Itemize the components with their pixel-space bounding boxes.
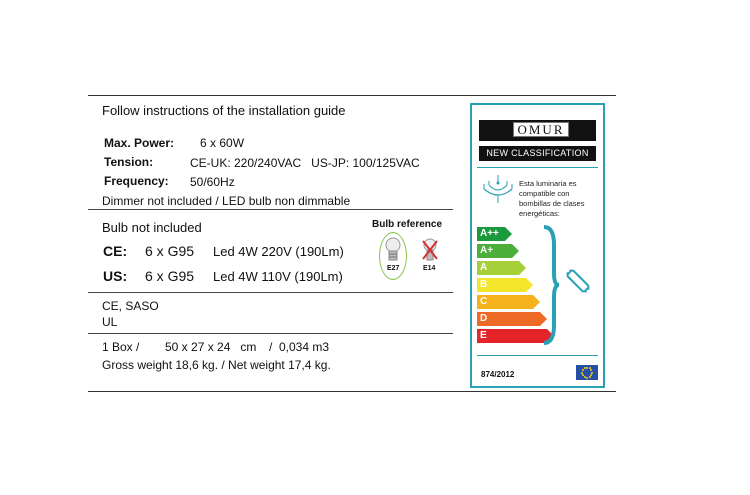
energy-class-label: B [480, 279, 488, 290]
ce-bulb-qty: 6 x G95 [145, 243, 195, 259]
eu-star [586, 367, 588, 369]
weight-info: Gross weight 18,6 kg. / Net weight 17,4 kg. [102, 358, 331, 372]
chandelier-icon [481, 175, 515, 205]
brace-icon [542, 225, 560, 345]
divider-top [477, 167, 598, 168]
bottom-rule [88, 391, 616, 392]
eu-star [589, 376, 591, 378]
dimmer-note: Dimmer not included / LED bulb non dimmable [102, 194, 351, 208]
cert-line-1: CE, SASO [102, 299, 159, 313]
us-bulb-spec: Led 4W 110V (190Lm) [213, 269, 343, 284]
regulation-number: 874/2012 [481, 370, 515, 379]
rule-under-cert [88, 333, 453, 334]
energy-class-label: A [480, 262, 488, 273]
energy-class-label: E [480, 330, 487, 341]
cert-line-2: UL [102, 315, 118, 329]
brand-banner [479, 120, 596, 141]
rule-under-bulbs [88, 292, 453, 293]
divider-bottom [477, 355, 598, 356]
ce-bulb-spec: Led 4W 220V (190Lm) [213, 244, 344, 259]
box-volume: / 0,034 m3 [269, 340, 330, 354]
box-count: 1 Box / [102, 340, 140, 354]
led-tube-icon [562, 265, 594, 297]
box-dimensions: 50 x 27 x 24 cm [165, 340, 257, 354]
max-power-label: Max. Power: [104, 136, 175, 150]
ce-label: CE: [103, 243, 128, 259]
eu-star [590, 374, 592, 376]
e14-bulb-icon [421, 237, 439, 263]
brand-name: OMUR [513, 122, 569, 137]
bulb-reference-label: Bulb reference [372, 219, 443, 230]
e14-label: E14 [423, 265, 436, 272]
e27-label: E27 [387, 265, 400, 272]
eu-star [586, 377, 588, 379]
eu-star [590, 369, 592, 371]
eu-star [582, 374, 584, 376]
top-rule [88, 95, 616, 96]
eu-star [584, 376, 586, 378]
tension-label: Tension: [104, 155, 154, 169]
frequency-value: 50/60Hz [190, 175, 235, 189]
tension-value: CE-UK: 220/240VAC US-JP: 100/125VAC [190, 156, 420, 170]
energy-class-label: A++ [480, 228, 499, 239]
energy-class-label: D [480, 313, 488, 324]
energy-label [470, 103, 605, 388]
classification-banner: NEW CLASSIFICATION [479, 146, 596, 161]
energy-class-label: A+ [480, 245, 494, 256]
rule-under-dimmer [88, 209, 453, 210]
compatibility-text: Esta luminaria es compatible con bombillas de clases energéticas: [519, 179, 585, 218]
eu-star [581, 372, 583, 374]
us-bulb-qty: 6 x G95 [145, 268, 195, 284]
energy-class-label: C [480, 296, 488, 307]
e27-bulb-icon [384, 237, 402, 263]
installation-instructions: Follow instructions of the installation guide [102, 103, 346, 118]
bulb-not-included: Bulb not included [102, 220, 202, 235]
eu-star [582, 369, 584, 371]
max-power-value: 6 x 60W [200, 136, 245, 150]
eu-flag-icon [576, 365, 598, 380]
frequency-label: Frequency: [104, 174, 169, 188]
us-label: US: [103, 268, 128, 284]
